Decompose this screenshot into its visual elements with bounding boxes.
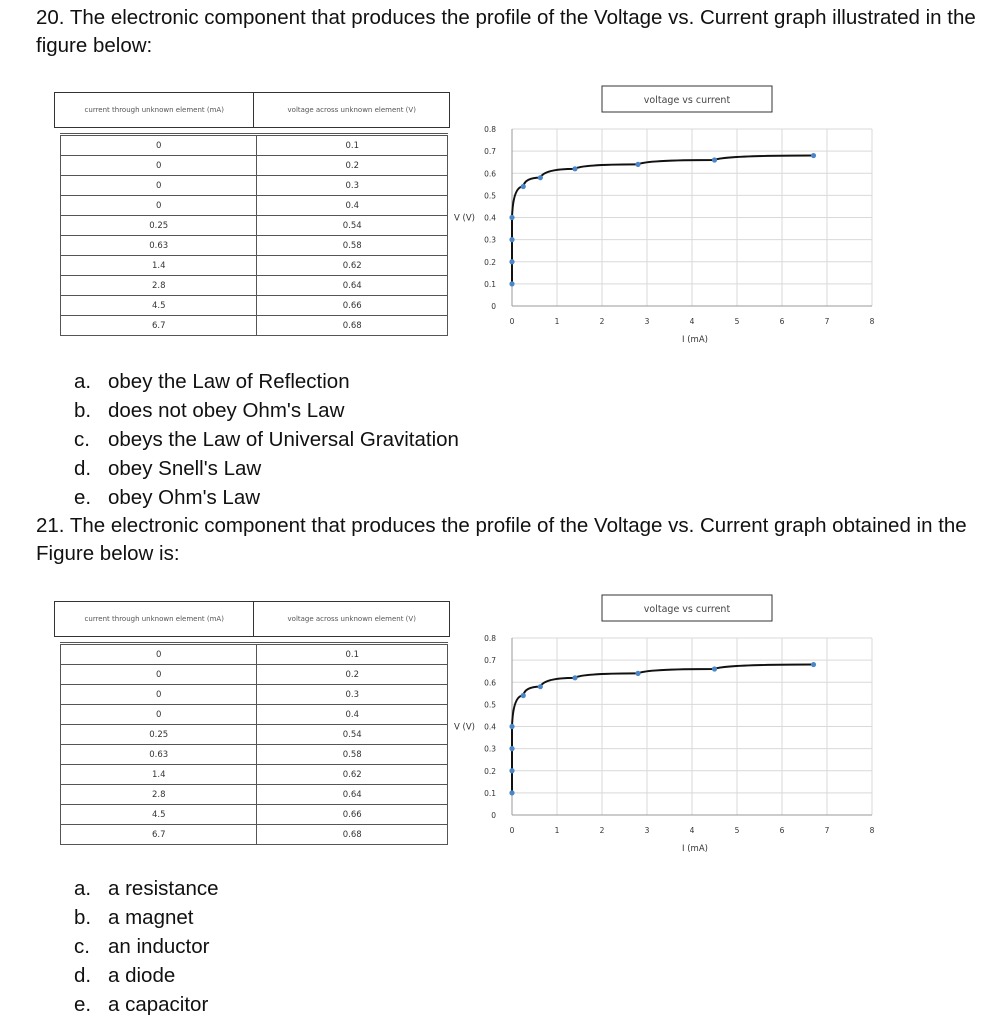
table-row (61, 825, 448, 845)
y-axis-label: V (V) (454, 213, 475, 224)
y-axis-label: V (V) (454, 722, 475, 733)
table-row (61, 135, 448, 156)
table-row (61, 705, 448, 725)
y-tick-label: 0.1 (484, 788, 496, 798)
x-tick-label: 1 (554, 317, 560, 326)
y-tick-label: 0.3 (484, 744, 496, 754)
table-row (61, 276, 448, 296)
current-cell: 0.63 (61, 236, 257, 256)
y-tick-label: 0 (491, 811, 496, 820)
x-tick-label: 1 (554, 826, 560, 835)
current-cell: 1.4 (61, 256, 257, 276)
option-a[interactable]: a. a resistance (74, 877, 219, 900)
data-table-body-q21 (60, 642, 448, 845)
x-axis-label: I (mA) (682, 335, 708, 345)
current-cell: 2.8 (61, 276, 257, 296)
voltage-cell: 0.64 (257, 785, 448, 805)
data-point (811, 153, 816, 158)
voltage-cell: 0.3 (257, 685, 448, 705)
current-cell: 2.8 (61, 785, 257, 805)
x-tick-label: 5 (734, 826, 740, 835)
option-b[interactable]: b. does not obey Ohm's Law (74, 399, 345, 422)
x-tick-label: 8 (869, 826, 875, 835)
current-cell: 0 (61, 196, 257, 216)
data-point (811, 662, 816, 667)
x-tick-label: 6 (779, 317, 785, 326)
data-point (509, 790, 514, 795)
voltage-cell: 0.3 (257, 176, 448, 196)
table-row (61, 665, 448, 685)
table-row (61, 785, 448, 805)
voltage-cell: 0.1 (257, 644, 448, 665)
data-point (509, 215, 514, 220)
x-tick-label: 4 (689, 317, 695, 326)
data-point (572, 675, 577, 680)
current-cell: 0 (61, 135, 257, 156)
voltage-cell: 0.68 (257, 825, 448, 845)
table-row (61, 765, 448, 785)
data-table-q20 (54, 92, 450, 128)
current-cell: 0.25 (61, 725, 257, 745)
question-21-options (74, 874, 219, 1019)
x-tick-label: 2 (599, 317, 605, 326)
y-tick-label: 0.4 (484, 213, 496, 223)
table-row (61, 156, 448, 176)
voltage-cell: 0.4 (257, 196, 448, 216)
data-point (509, 259, 514, 264)
current-cell: 0.25 (61, 216, 257, 236)
option-d[interactable]: d. obey Snell's Law (74, 457, 262, 480)
voltage-column-header: voltage across unknown element (V) (254, 93, 450, 128)
x-tick-label: 7 (824, 317, 830, 326)
current-cell: 0 (61, 644, 257, 665)
table-row (61, 805, 448, 825)
y-tick-label: 0.6 (484, 169, 496, 179)
voltage-cell: 0.4 (257, 705, 448, 725)
question-20-prompt: 20. The electronic component that produces the profile of the Voltage vs. Current graph illustrated in the figure below: (36, 6, 976, 57)
voltage-cell: 0.62 (257, 765, 448, 785)
option-e[interactable]: e. a capacitor (74, 993, 209, 1016)
voltage-cell: 0.58 (257, 236, 448, 256)
current-cell: 0 (61, 176, 257, 196)
x-tick-label: 2 (599, 826, 605, 835)
voltage-cell: 0.54 (257, 216, 448, 236)
table-row (61, 296, 448, 316)
data-table-q21 (54, 601, 450, 637)
y-tick-label: 0.4 (484, 722, 496, 732)
data-point (509, 237, 514, 242)
voltage-cell: 0.66 (257, 296, 448, 316)
option-d[interactable]: d. a diode (74, 964, 176, 987)
y-tick-label: 0 (491, 302, 496, 311)
current-cell: 0.63 (61, 745, 257, 765)
chart-title: voltage vs current (643, 95, 731, 106)
voltage-cell: 0.62 (257, 256, 448, 276)
y-tick-label: 0.7 (484, 147, 496, 157)
voltage-cell: 0.58 (257, 745, 448, 765)
current-column-header: current through unknown element (mA) (55, 602, 254, 637)
table-row (61, 216, 448, 236)
y-tick-label: 0.2 (484, 766, 496, 776)
voltage-cell: 0.1 (257, 135, 448, 156)
table-row (61, 685, 448, 705)
data-point (509, 724, 514, 729)
data-point (538, 684, 543, 689)
current-cell: 4.5 (61, 296, 257, 316)
current-cell: 6.7 (61, 316, 257, 336)
option-a[interactable]: a. obey the Law of Reflection (74, 370, 350, 393)
data-point (635, 671, 640, 676)
x-tick-label: 4 (689, 826, 695, 835)
data-table-body-q20 (60, 133, 448, 336)
voltage-cell: 0.68 (257, 316, 448, 336)
x-tick-label: 5 (734, 317, 740, 326)
voltage-cell: 0.66 (257, 805, 448, 825)
data-point (521, 184, 526, 189)
voltage-cell: 0.64 (257, 276, 448, 296)
y-tick-label: 0.8 (484, 125, 496, 134)
data-point (712, 157, 717, 162)
current-cell: 0 (61, 705, 257, 725)
data-point (712, 666, 717, 671)
current-cell: 0 (61, 685, 257, 705)
current-column-header: current through unknown element (mA) (55, 93, 254, 128)
data-point (509, 281, 514, 286)
x-tick-label: 0 (509, 826, 515, 835)
question-21-prompt: 21. The electronic component that produces the profile of the Voltage vs. Current graph obtained in the Figure below is: (36, 514, 967, 565)
data-point (538, 175, 543, 180)
option-e[interactable]: e. obey Ohm's Law (74, 486, 261, 509)
data-point (572, 166, 577, 171)
y-tick-label: 0.2 (484, 257, 496, 267)
current-cell: 6.7 (61, 825, 257, 845)
y-tick-label: 0.7 (484, 656, 496, 666)
y-tick-label: 0.8 (484, 634, 496, 643)
option-c[interactable]: c. an inductor (74, 935, 210, 958)
y-tick-label: 0.1 (484, 279, 496, 289)
voltage-cell: 0.2 (257, 156, 448, 176)
current-cell: 4.5 (61, 805, 257, 825)
option-b[interactable]: b. a magnet (74, 906, 194, 929)
voltage-column-header: voltage across unknown element (V) (254, 602, 450, 637)
table-row (61, 176, 448, 196)
data-point (509, 768, 514, 773)
voltage-cell: 0.54 (257, 725, 448, 745)
x-tick-label: 8 (869, 317, 875, 326)
option-c[interactable]: c. obeys the Law of Universal Gravitation (74, 428, 459, 451)
x-tick-label: 6 (779, 826, 785, 835)
table-row (61, 236, 448, 256)
table-row (61, 745, 448, 765)
table-row (61, 256, 448, 276)
y-tick-label: 0.5 (484, 191, 496, 201)
x-tick-label: 3 (644, 317, 650, 326)
voltage-current-chart-q21 (440, 589, 880, 859)
y-tick-label: 0.6 (484, 678, 496, 688)
x-tick-label: 0 (509, 317, 515, 326)
y-tick-label: 0.5 (484, 700, 496, 710)
table-row (61, 725, 448, 745)
voltage-current-chart-q20 (440, 80, 880, 350)
current-cell: 0 (61, 156, 257, 176)
data-point (635, 162, 640, 167)
x-tick-label: 3 (644, 826, 650, 835)
question-20-options (74, 367, 459, 512)
table-row (61, 644, 448, 665)
chart-title: voltage vs current (643, 604, 731, 615)
voltage-cell: 0.2 (257, 665, 448, 685)
current-cell: 1.4 (61, 765, 257, 785)
table-row (61, 196, 448, 216)
x-axis-label: I (mA) (682, 844, 708, 854)
table-row (61, 316, 448, 336)
x-tick-label: 7 (824, 826, 830, 835)
data-point (521, 693, 526, 698)
y-tick-label: 0.3 (484, 235, 496, 245)
data-point (509, 746, 514, 751)
current-cell: 0 (61, 665, 257, 685)
